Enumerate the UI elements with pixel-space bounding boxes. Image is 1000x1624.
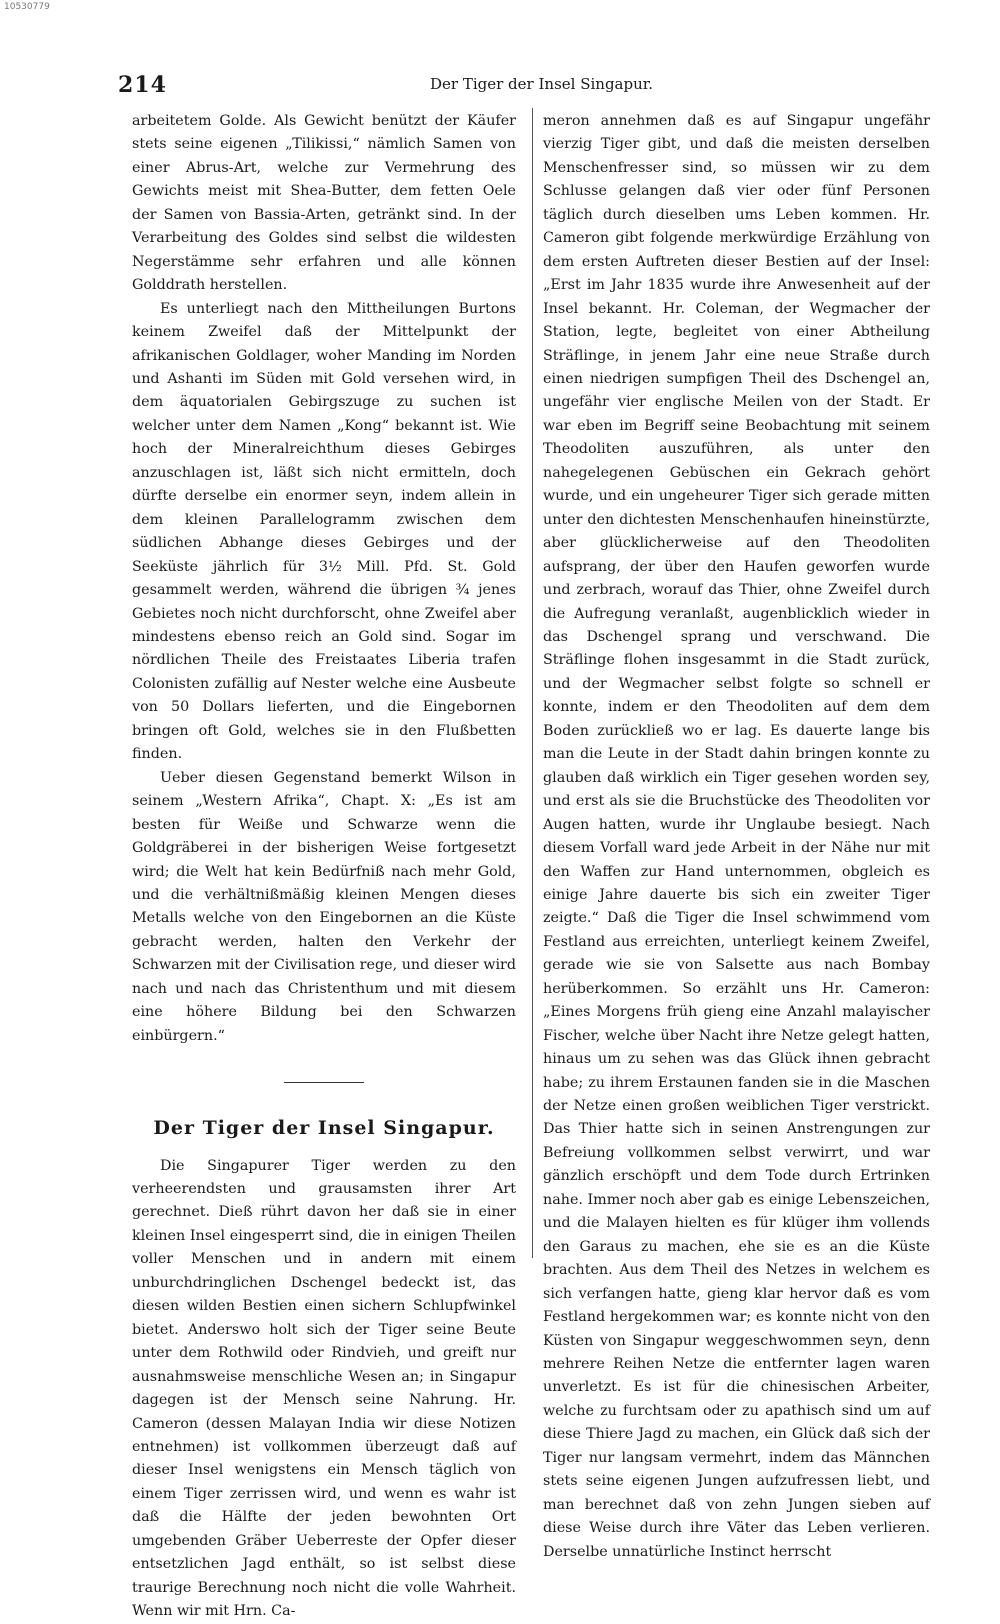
page-number: 214 [118,72,167,98]
paragraph: Es unterliegt nach den Mittheilungen Burtons keinem Zweifel daß der Mittelpunkt der afrikanischen Goldlager, woher Manding im Norden und Ashanti im Süden mit Gold versehen wird, in dem äquatorialen Gebirgszuge zu suchen ist welcher unter dem Namen „Kong“ bekannt ist. Wie hoch der Mineralreichthum dieses Gebirges anzuschlagen ist, läßt sich nicht ermitteln, doch dürfte derselbe ein enormer seyn, indem allein in dem kleinen Parallelogramm zwischen dem südlichen Abhange dieses Gebirges und der Seeküste jährlich für 3½ Mill. Pfd. St. Gold gesammelt werden, während die übrigen ¾ jenes Gebietes noch nicht durchforscht, ohne Zweifel aber mindestens ebenso reich an Gold sind. Sogar im nördlichen Theile des Freistaates Liberia trafen Colonisten zufällig auf Nester welche eine Ausbeute von 50 Dollars lieferten, und die Eingebornen bringen oft Gold, welches sie in den Flußbetten finden. [132,300,516,763]
scan-id: 10530779 [4,2,50,12]
left-column [132,110,516,1624]
right-column [543,110,930,1564]
section-title: Der Tiger der Insel Singapur. [153,1117,495,1140]
paragraph: Die Singapurer Tiger werden zu den verheerendsten und grausamsten ihrer Art gerechnet. Dieß rührt davon her daß sie in einer kleinen Insel eingesperrt sind, die in einigen Theilen voller Menschen und in andern mit einem unburchdringlichen Dschengel bedeckt ist, das diesen wilden Bestien einen sichern Schlupfwinkel bietet. Anderswo holt sich der Tiger seine Beute unter dem Rothwild oder Rindvieh, und greift nur ausnahmsweise menschliche Wesen an; in Singapur dagegen ist der Mensch seine Nahrung. Hr. Cameron (dessen Malayan India wir diese Notizen entnehmen) ist vollkommen überzeugt daß auf dieser Insel wenigstens ein Mensch täglich von einem Tiger zerrissen wird, und wenn es wahr ist daß die Hälfte der jeden bewohnten Ort umgebenden Gräber Ueberreste der Opfer dieser entsetzlichen Jagd enthält, so ist selbst diese traurige Berechnung noch nicht die volle Wahrheit. Wenn wir mit Hrn. Ca- [132,1157,516,1620]
column-divider [532,108,533,1258]
paragraph: arbeitetem Golde. Als Gewicht benützt der Käufer stets seine eigenen „Tilikissi,“ nämlich Samen von einer Abrus-Art, welche zur Vermehrung des Gewichts meist mit Shea-Butter, dem fetten Oele der Samen von Bassia-Arten, getränkt sind. In der Verarbeitung des Goldes sind selbst die wildesten Negerstämme sehr erfahren und alle können Golddrath herstellen. [132,113,516,294]
paragraph: Ueber diesen Gegenstand bemerkt Wilson in seinem „Western Afrika“, Chapt. X: „Es ist am besten für Weiße und Schwarze wenn die Goldgräberei in der bisherigen Weise fortgesetzt wird; die Welt hat kein Bedürfniß nach mehr Gold, und die verhältnißmäßig kleinen Mengen dieses Metalls welche von den Eingebornen an die Küste gebracht werden, halten den Verkehr der Schwarzen mit der Civilisation rege, und dieser wird nach und nach das Christenthum und mit diesem eine höhere Bildung bei den Schwarzen einbürgern.“ [132,769,516,1044]
running-title: Der Tiger der Insel Singapur. [430,75,654,93]
paragraph: meron annehmen daß es auf Singapur ungefähr vierzig Tiger gibt, und daß die meisten derselben Menschenfresser sind, so müssen wir zu dem Schlusse gelangen daß vier oder fünf Personen täglich durch dieselben ums Leben kommen. Hr. Cameron gibt folgende merkwürdige Erzählung von dem ersten Auftreten dieser Bestien auf der Insel: „Erst im Jahr 1835 wurde ihre Anwesenheit auf der Insel bekannt. Hr. Coleman, der Wegmacher der Station, legte, begleitet von einer Abtheilung Sträflinge, in jenem Jahr eine neue Straße durch einen niedrigen sumpfigen Theil des Dschengel an, ungefähr vier englische Meilen von der Stadt. Er war eben im Begriff seine Beobachtung mit seinem Theodoliten auszuführen, als unter den nahegelegenen Gebüschen ein Gekrach gehört wurde, und ein ungeheurer Tiger sich gerade mitten unter den dichtesten Menschenhaufen hineinstürzte, aber glücklicherweise auf den Theodoliten aufsprang, der über den Haufen geworfen wurde und zerbrach, worauf das Thier, ohne Zweifel durch die Aufregung veranlaßt, augenblicklich wieder in das Dschengel sprang und verschwand. Die Sträflinge flohen insgesammt in die Stadt zurück, und der Wegmacher selbst folgte so schnell er konnte, indem er den Theodoliten auf dem dem Boden zurückließ wo er lag. Es dauerte lange bis man die Leute in der Stadt dahin bringen konnte zu glauben daß wirklich ein Tiger gesehen worden sey, und erst als sie die Bruchstücke des Theodoliten vor Augen hatten, wurde ihr Unglaube besiegt. Nach diesem Vorfall ward jede Arbeit in der Nähe nur mit den Waffen zur Hand unternommen, obgleich es einige Jahre dauerte bis sich ein zweiter Tiger zeigte.“ Daß die Tiger die Insel schwimmend vom Festland aus erreichten, unterliegt keinem Zweifel, gerade wie sie von Salsette aus nach Bombay herüberkommen. So erzählt uns Hr. Cameron: „Eines Morgens früh gieng eine Anzahl malayischer Fischer, welche über Nacht ihre Netze gelegt hatten, hinaus um zu sehen was das Glück ihnen gebracht habe; zu ihrem Erstaunen fanden sie in die Maschen der Netze einen großen weiblichen Tiger verstrickt. Das Thier hatte sich in seinen Anstrengungen zur Befreiung vollkommen selbst verwirrt, und war gänzlich erschöpft und dem Tode durch Ertrinken nahe. Immer noch aber gab es einige Lebenszeichen, und die Malayen hielten es für klüger ihm vollends den Garaus zu machen, ehe sie es an die Küste brachten. Aus dem Theil des Netzes in welchem es sich verfangen hatte, gieng klar hervor daß es vom Festland hergekommen war; es konnte nicht von den Küsten von Singapur weggeschwommen seyn, denn mehrere Reihen Netze die entfernter lagen waren unverletzt. Es ist für die chinesischen Arbeiter, welche zu furchtsam oder zu apathisch sind um auf diese Thiere Jagd zu machen, ein Glück daß sich der Tiger nur langsam vermehrt, indem das Männchen stets seine eigenen Jungen aufzufressen liebt, und man berechnet daß von zehn Jungen sieben auf diese Weise durch ihre Väter das Leben verlieren. Derselbe unnatürliche Instinct herrscht [543,113,930,1560]
section-separator [284,1082,364,1083]
